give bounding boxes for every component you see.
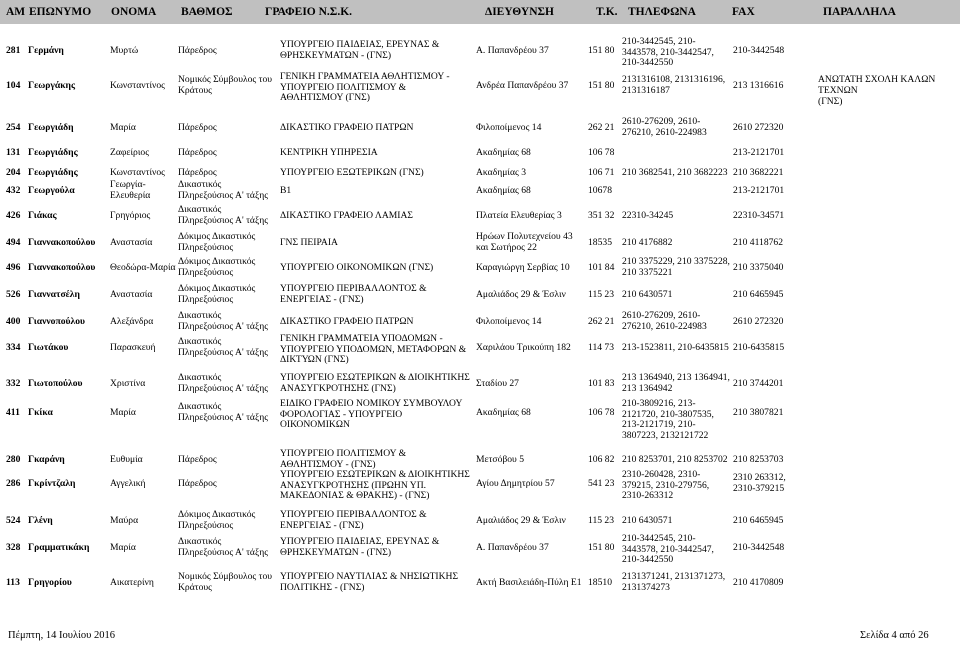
cell-surname: Γιαννακοπούλου: [28, 236, 96, 248]
cell-phones: 2310-260428, 2310- 379215, 2310-279756, 2310-263312: [622, 469, 710, 502]
cell-address: Φιλοποίμενος 14: [476, 121, 542, 133]
cell-am: 204: [6, 166, 21, 178]
cell-tk: 18510: [588, 576, 612, 588]
cell-office: ΥΠΟΥΡΓΕΙΟ ΠΑΙΔΕΙΑΣ, ΕΡΕΥΝΑΣ & ΘΡΗΣΚΕΥΜΑΤΩΝ - (ΓΝΣ): [280, 536, 440, 558]
cell-name: Γρηγόριος: [110, 209, 151, 221]
cell-fax: 213-2121701: [733, 146, 785, 158]
cell-fax: 210 6465945: [733, 514, 784, 526]
cell-office: ΥΠΟΥΡΓΕΙΟ ΕΞΩΤΕΡΙΚΩΝ (ΓΝΣ): [280, 166, 424, 178]
cell-office: Β1: [280, 184, 292, 196]
cell-name: Παρασκευή: [110, 341, 156, 353]
cell-tk: 115 23: [588, 514, 615, 526]
cell-office: ΔΙΚΑΣΤΙΚΟ ΓΡΑΦΕΙΟ ΠΑΤΡΩΝ: [280, 121, 414, 133]
cell-am: 400: [6, 315, 21, 327]
cell-rank: Δικαστικός Πληρεξούσιος Α' τάξης: [178, 310, 269, 332]
cell-tk: 106 78: [588, 146, 615, 158]
cell-am: 426: [6, 209, 21, 221]
cell-tk: 10678: [588, 184, 612, 196]
cell-name: Κωνσταντίνος: [110, 79, 165, 91]
cell-surname: Γλένη: [28, 514, 53, 526]
cell-tk: 151 80: [588, 79, 615, 91]
cell-am: 332: [6, 377, 21, 389]
header-name: ΟΝΟΜΑ: [111, 6, 157, 18]
cell-fax: 22310-34571: [733, 209, 785, 221]
cell-address: Ακτή Βασιλειάδη-Πύλη Ε1: [476, 576, 582, 588]
cell-am: 411: [6, 406, 20, 418]
cell-rank: Νομικός Σύμβουλος του Κράτους: [178, 571, 273, 593]
cell-office: ΥΠΟΥΡΓΕΙΟ ΕΣΩΤΕΡΙΚΩΝ & ΔΙΟΙΚΗΤΙΚΗΣ ΑΝΑΣΥΓΚΡΟΤΗΣΗΣ (ΓΝΣ): [280, 372, 470, 394]
cell-surname: Γεωργιάδης: [28, 146, 78, 158]
cell-address: Ηρώων Πολυτεχνείου 43 και Σωτήρος 22: [476, 231, 573, 253]
cell-rank: Δικαστικός Πληρεξούσιος Α' τάξης: [178, 204, 269, 226]
cell-fax: 213 1316616: [733, 79, 784, 91]
cell-rank: Δικαστικός Πληρεξούσιος Α' τάξης: [178, 536, 269, 558]
cell-surname: Γιαννακοπούλου: [28, 261, 96, 273]
cell-tk: 151 80: [588, 541, 615, 553]
cell-address: Αμαλιάδος 29 & Έσλιν: [476, 514, 566, 526]
cell-surname: Γραμματικάκη: [28, 541, 90, 553]
cell-rank: Δόκιμος Δικαστικός Πληρεξούσιος: [178, 231, 256, 253]
cell-phones: 2131316108, 2131316196, 2131316187: [622, 74, 726, 96]
cell-am: 286: [6, 477, 21, 489]
cell-fax: 2610 272320: [733, 315, 784, 327]
cell-surname: Γιωτοπούλου: [28, 377, 83, 389]
cell-tk: 541 23: [588, 477, 615, 489]
cell-name: Μαρία: [110, 121, 136, 133]
cell-name: Αγγελική: [110, 477, 146, 489]
header-fax: FAX: [732, 6, 755, 18]
cell-surname: Γιωτάκου: [28, 341, 69, 353]
cell-phones: 210 6430571: [622, 288, 673, 300]
cell-fax: 210 4170809: [733, 576, 784, 588]
cell-surname: Γιαννοπούλου: [28, 315, 85, 327]
cell-fax: 210 3744201: [733, 377, 784, 389]
cell-fax: 210-6435815: [733, 341, 785, 353]
cell-address: Πλατεία Ελευθερίας 3: [476, 209, 562, 221]
cell-am: 281: [6, 44, 21, 56]
cell-fax: 2610 272320: [733, 121, 784, 133]
cell-office: ΕΙΔΙΚΟ ΓΡΑΦΕΙΟ ΝΟΜΙΚΟΥ ΣΥΜΒΟΥΛΟΥ ΦΟΡΟΛΟΓΙΑΣ - ΥΠΟΥΡΓΕΙΟ ΟΙΚΟΝΟΜΙΚΩΝ: [280, 398, 463, 431]
cell-surname: Γεωργούλα: [28, 184, 75, 196]
cell-am: 113: [6, 576, 20, 588]
cell-phones: 2610-276209, 2610- 276210, 2610-224983: [622, 310, 707, 332]
cell-rank: Δικαστικός Πληρεξούσιος Α' τάξης: [178, 372, 269, 394]
cell-office: ΥΠΟΥΡΓΕΙΟ ΠΑΙΔΕΙΑΣ, ΕΡΕΥΝΑΣ & ΘΡΗΣΚΕΥΜΑΤΩΝ - (ΓΝΣ): [280, 39, 440, 61]
header-office: ΓΡΑΦΕΙΟ Ν.Σ.Κ.: [265, 6, 353, 18]
cell-office: ΔΙΚΑΣΤΙΚΟ ΓΡΑΦΕΙΟ ΠΑΤΡΩΝ: [280, 315, 414, 327]
cell-fax: 210 3807821: [733, 406, 784, 418]
cell-am: 526: [6, 288, 21, 300]
cell-name: Ζαφείριος: [110, 146, 149, 158]
cell-rank: Δικαστικός Πληρεξούσιος Α' τάξης: [178, 179, 269, 201]
cell-phones: 2610-276209, 2610- 276210, 2610-224983: [622, 116, 707, 138]
cell-name: Αναστασία: [110, 288, 153, 300]
cell-office: ΓΝΣ ΠΕΙΡΑΙΑ: [280, 236, 338, 248]
cell-tk: 351 32: [588, 209, 615, 221]
cell-office: ΓΕΝΙΚΗ ΓΡΑΜΜΑΤΕΙΑ ΥΠΟΔΟΜΩΝ - ΥΠΟΥΡΓΕΙΟ ΥΠΟΔΟΜΩΝ, ΜΕΤΑΦΟΡΩΝ & ΔΙΚΤΥΩΝ (ΓΝΣ): [280, 333, 467, 366]
cell-rank: Δόκιμος Δικαστικός Πληρεξούσιος: [178, 283, 256, 305]
cell-am: 104: [6, 79, 21, 91]
cell-office: ΔΙΚΑΣΤΙΚΟ ΓΡΑΦΕΙΟ ΛΑΜΙΑΣ: [280, 209, 413, 221]
cell-am: 494: [6, 236, 21, 248]
cell-name: Ευθυμία: [110, 453, 143, 465]
cell-tk: 101 83: [588, 377, 615, 389]
cell-surname: Γκρίντζαλη: [28, 477, 76, 489]
cell-name: Μαύρα: [110, 514, 139, 526]
cell-surname: Γεωργιάδη: [28, 121, 74, 133]
cell-am: 334: [6, 341, 21, 353]
cell-tk: 262 21: [588, 121, 615, 133]
cell-phones: 213 1364940, 213 1364941, 213 1364942: [622, 372, 730, 394]
cell-surname: Γκίκα: [28, 406, 53, 418]
cell-tk: 262 21: [588, 315, 615, 327]
cell-rank: Πάρεδρος: [178, 44, 217, 56]
cell-surname: Γερμάνη: [28, 44, 64, 56]
table-header: [0, 0, 960, 24]
cell-phones: 210-3442545, 210- 3443578, 210-3442547, 210-3442550: [622, 36, 714, 69]
cell-address: Αμαλιάδος 29 & Έσλιν: [476, 288, 566, 300]
cell-office: ΓΕΝΙΚΗ ΓΡΑΜΜΑΤΕΙΑ ΑΘΛΗΤΙΣΜΟΥ - ΥΠΟΥΡΓΕΙΟ ΠΟΛΙΤΙΣΜΟΥ & ΑΘΛΗΤΙΣΜΟΥ (ΓΝΣ): [280, 71, 450, 104]
cell-surname: Γιάκας: [28, 209, 57, 221]
cell-tk: 115 23: [588, 288, 615, 300]
cell-surname: Γκαράνη: [28, 453, 65, 465]
cell-phones: 210 3375229, 210 3375228, 210 3375221: [622, 256, 730, 278]
cell-remarks: ΑΝΩΤΑΤΗ ΣΧΟΛΗ ΚΑΛΩΝ ΤΕΧΝΩΝ (ΓΝΣ): [818, 74, 936, 107]
cell-fax: 210 3375040: [733, 261, 784, 273]
cell-surname: Γεωργάκης: [28, 79, 76, 91]
cell-am: 328: [6, 541, 21, 553]
cell-rank: Πάρεδρος: [178, 146, 217, 158]
cell-address: Ακαδημίας 68: [476, 184, 531, 196]
header-remarks: ΠΑΡΑΛΛΗΛΑ: [823, 6, 896, 18]
cell-tk: 106 78: [588, 406, 615, 418]
cell-tk: 106 71: [588, 166, 615, 178]
cell-name: Αικατερίνη: [110, 576, 154, 588]
cell-office: ΥΠΟΥΡΓΕΙΟ ΝΑΥΤΙΛΙΑΣ & ΝΗΣΙΩΤΙΚΗΣ ΠΟΛΙΤΙΚΗΣ - (ΓΝΣ): [280, 571, 459, 593]
cell-address: Ακαδημίας 3: [476, 166, 526, 178]
cell-rank: Πάρεδρος: [178, 477, 217, 489]
cell-name: Κωνσταντίνος: [110, 166, 165, 178]
cell-address: Σταδίου 27: [476, 377, 519, 389]
cell-rank: Δόκιμος Δικαστικός Πληρεξούσιος: [178, 509, 256, 531]
cell-office: ΚΕΝΤΡΙΚΗ ΥΠΗΡΕΣΙΑ: [280, 146, 378, 158]
cell-rank: Δικαστικός Πληρεξούσιος Α' τάξης: [178, 336, 269, 358]
cell-surname: Γρηγορίου: [28, 576, 72, 588]
cell-address: Ακαδημίας 68: [476, 406, 531, 418]
cell-address: Α. Παπανδρέου 37: [476, 541, 549, 553]
cell-am: 254: [6, 121, 21, 133]
cell-phones: 213-1523811, 210-6435815: [622, 341, 729, 353]
cell-rank: Πάρεδρος: [178, 453, 217, 465]
header-address: ΔΙΕΥΘΥΝΣΗ: [485, 6, 554, 18]
cell-fax: 210-3442548: [733, 541, 785, 553]
cell-fax: 210 6465945: [733, 288, 784, 300]
cell-rank: Δόκιμος Δικαστικός Πληρεξούσιος: [178, 256, 256, 278]
header-am: ΑΜ: [6, 6, 26, 18]
cell-address: Ανδρέα Παπανδρέου 37: [476, 79, 569, 91]
cell-tk: 18535: [588, 236, 612, 248]
cell-phones: 210 3682541, 210 3682223: [622, 166, 728, 178]
cell-phones: 210-3809216, 213- 2121720, 210-3807535, 213-2121719, 210- 3807223, 2132121722: [622, 398, 714, 441]
cell-phones: 2131371241, 2131371273, 2131374273: [622, 571, 726, 593]
cell-name: Γεωργία- Ελευθερία: [110, 179, 151, 201]
cell-phones: 210 6430571: [622, 514, 673, 526]
cell-tk: 106 82: [588, 453, 615, 465]
cell-fax: 2310 263312, 2310-379215: [733, 472, 786, 494]
cell-am: 524: [6, 514, 21, 526]
cell-tk: 101 84: [588, 261, 615, 273]
cell-fax: 210 4118762: [733, 236, 784, 248]
cell-fax: 213-2121701: [733, 184, 785, 196]
cell-phones: 210 4176882: [622, 236, 673, 248]
cell-address: Ακαδημίας 68: [476, 146, 531, 158]
cell-rank: Πάρεδρος: [178, 121, 217, 133]
cell-name: Χριστίνα: [110, 377, 146, 389]
cell-rank: Νομικός Σύμβουλος του Κράτους: [178, 74, 273, 96]
footer-page: Σελίδα 4 από 26: [860, 630, 929, 641]
cell-name: Μυρτώ: [110, 44, 139, 56]
cell-office: ΥΠΟΥΡΓΕΙΟ ΠΕΡΙΒΑΛΛΟΝΤΟΣ & ΕΝΕΡΓΕΙΑΣ - (ΓΝΣ): [280, 509, 427, 531]
cell-surname: Γεωργιάδης: [28, 166, 78, 178]
cell-address: Χαριλάου Τρικούπη 182: [476, 341, 571, 353]
cell-address: Καραγιώργη Σερβίας 10: [476, 261, 570, 273]
cell-am: 432: [6, 184, 21, 196]
header-surname: ΕΠΩΝΥΜΟ: [29, 6, 92, 18]
header-phones: ΤΗΛΕΦΩΝΑ: [628, 6, 696, 18]
cell-name: Μαρία: [110, 406, 136, 418]
cell-fax: 210 3682221: [733, 166, 784, 178]
cell-rank: Πάρεδρος: [178, 166, 217, 178]
cell-phones: 210-3442545, 210- 3443578, 210-3442547, 210-3442550: [622, 533, 714, 566]
cell-address: Φιλοποίμενος 14: [476, 315, 542, 327]
cell-tk: 114 73: [588, 341, 615, 353]
cell-name: Αλεξάνδρα: [110, 315, 154, 327]
cell-fax: 210 8253703: [733, 453, 784, 465]
cell-am: 131: [6, 146, 21, 158]
cell-address: Μετσόβου 5: [476, 453, 525, 465]
cell-surname: Γιαννατσέλη: [28, 288, 80, 300]
cell-phones: 210 8253701, 210 8253702: [622, 453, 728, 465]
cell-name: Μαρία: [110, 541, 136, 553]
cell-name: Θεοδώρα-Μαρία: [110, 261, 176, 273]
cell-tk: 151 80: [588, 44, 615, 56]
cell-address: Α. Παπανδρέου 37: [476, 44, 549, 56]
header-rank: ΒΑΘΜΟΣ: [181, 6, 233, 18]
cell-phones: 22310-34245: [622, 209, 674, 221]
cell-office: ΥΠΟΥΡΓΕΙΟ ΕΣΩΤΕΡΙΚΩΝ & ΔΙΟΙΚΗΤΙΚΗΣ ΑΝΑΣΥΓΚΡΟΤΗΣΗΣ (ΠΡΩΗΝ ΥΠ. ΜΑΚΕΔΟΝΙΑΣ & ΘΡΑΚΗΣ) - (ΓΝΣ): [280, 469, 470, 502]
cell-fax: 210-3442548: [733, 44, 785, 56]
cell-office: ΥΠΟΥΡΓΕΙΟ ΠΟΛΙΤΙΣΜΟΥ & ΑΘΛΗΤΙΣΜΟΥ - (ΓΝΣ): [280, 448, 407, 470]
cell-am: 496: [6, 261, 21, 273]
header-tk: Τ.Κ.: [596, 6, 618, 18]
cell-office: ΥΠΟΥΡΓΕΙΟ ΠΕΡΙΒΑΛΛΟΝΤΟΣ & ΕΝΕΡΓΕΙΑΣ - (ΓΝΣ): [280, 283, 427, 305]
cell-name: Αναστασία: [110, 236, 153, 248]
cell-rank: Δικαστικός Πληρεξούσιος Α' τάξης: [178, 401, 269, 423]
cell-office: ΥΠΟΥΡΓΕΙΟ ΟΙΚΟΝΟΜΙΚΩΝ (ΓΝΣ): [280, 261, 434, 273]
cell-am: 280: [6, 453, 21, 465]
footer-date: Πέμπτη, 14 Ιουλίου 2016: [8, 630, 115, 641]
cell-address: Αγίου Δημητρίου 57: [476, 477, 555, 489]
